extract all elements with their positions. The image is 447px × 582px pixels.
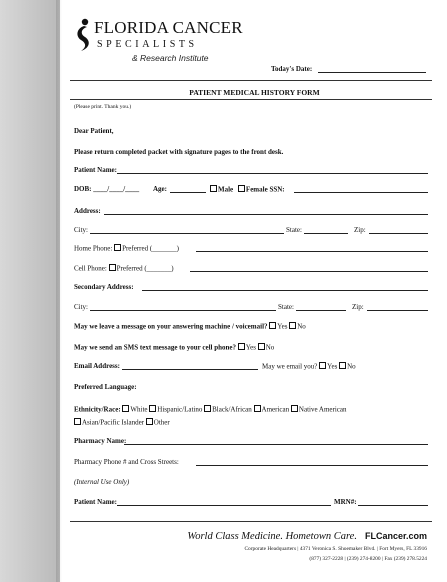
footer-divider (70, 521, 432, 522)
sms-no-label: No (265, 343, 275, 352)
sms-row (74, 343, 274, 352)
footer-url-link[interactable]: FLCancer.com (364, 531, 427, 541)
cell-phone-label: Cell Phone: (74, 264, 107, 273)
email-yes-label: Yes (327, 362, 338, 371)
ssn-field[interactable] (294, 192, 428, 193)
zip2-field[interactable] (367, 310, 428, 311)
patient-name2-field[interactable] (117, 505, 331, 506)
age-label: Age: (153, 185, 167, 193)
voicemail-yes-label: Yes (277, 322, 288, 331)
cell-phone-field[interactable] (190, 271, 428, 272)
city2-field[interactable] (90, 310, 276, 311)
footer-tagline: World Class Medicine. Hometown Care. (187, 531, 357, 542)
secondary-address-label: Secondary Address: (74, 283, 134, 291)
home-phone-row (74, 244, 179, 253)
language-label: Preferred Language: (74, 383, 137, 391)
ssn-label: SSN: (269, 185, 285, 194)
email-no-checkbox[interactable] (339, 362, 346, 369)
logo-subtitle: SPECIALISTS (97, 39, 198, 50)
form-title: PATIENT MEDICAL HISTORY FORM (189, 88, 320, 97)
voicemail-no-label: No (297, 322, 306, 331)
eth-white-checkbox[interactable] (122, 405, 129, 412)
dob-label: DOB: ____/____/____ (74, 185, 140, 193)
footer-address: Corporate Headquarters | 4371 Veronica S. Shoemaker Blvd. | Fort Myers, FL 33916 (244, 546, 427, 552)
cell-preferred-label: Preferred (_______) (116, 264, 174, 273)
greeting: Dear Patient, (74, 127, 114, 135)
ethnicity-label: Ethnicity/Race: (74, 405, 121, 414)
pharmacy-name-label: Pharmacy Name: (74, 437, 127, 445)
address-label: Address: (74, 207, 101, 215)
eth-other-checkbox[interactable] (146, 418, 153, 425)
eth-black-checkbox[interactable] (204, 405, 211, 412)
footer-tagline-row (187, 531, 427, 542)
ribbon-figure-icon (72, 18, 94, 52)
email-consent-row (262, 362, 356, 371)
logo-tagline: & Research Institute (132, 53, 209, 63)
eth-native-checkbox[interactable] (291, 405, 298, 412)
eth-other-label: Other (153, 418, 170, 427)
state-field[interactable] (304, 233, 348, 234)
female-label: Female (245, 185, 268, 194)
eth-hispanic-label: Hispanic/Latino (157, 405, 203, 414)
home-phone-field[interactable] (196, 251, 428, 252)
home-phone-label: Home Phone: (74, 244, 113, 253)
email-yes-checkbox[interactable] (319, 362, 326, 369)
gender-options (210, 185, 285, 194)
email-question: May we email you? (262, 362, 318, 371)
voicemail-no-checkbox[interactable] (289, 322, 296, 329)
email-field[interactable] (122, 369, 258, 370)
pharmacy-name-field[interactable] (124, 444, 428, 445)
age-field[interactable] (170, 192, 206, 193)
eth-american-checkbox[interactable] (254, 405, 261, 412)
email-no-label: No (347, 362, 356, 371)
todays-date-label: Today's Date: (271, 65, 313, 73)
header-divider (70, 80, 432, 81)
female-checkbox[interactable] (238, 185, 245, 192)
city2-label: City: (74, 303, 89, 311)
home-preferred-checkbox[interactable] (114, 244, 121, 251)
mrn-field[interactable] (358, 505, 428, 506)
state2-field[interactable] (296, 310, 346, 311)
secondary-address-field[interactable] (142, 290, 428, 291)
city-field[interactable] (90, 233, 284, 234)
footer-phones: (877) 327-2228 | (239) 274-8200 | Fax (239) 278.5224 (309, 556, 427, 562)
sms-yes-label: Yes (245, 343, 256, 352)
sms-question: May we send an SMS text message to your cell phone? (74, 343, 237, 352)
pharmacy-phone-label: Pharmacy Phone # and Cross Streets: (74, 458, 179, 466)
title-divider (70, 99, 432, 100)
cell-phone-row (74, 264, 174, 273)
male-label: Male (218, 185, 234, 194)
city-label: City: (74, 226, 89, 234)
state2-label: State: (278, 303, 294, 311)
zip-label: Zip: (354, 226, 366, 234)
patient-name-field[interactable] (117, 173, 428, 174)
eth-native-label: Native American (298, 405, 347, 414)
print-note: (Please print. Thank you.) (74, 104, 132, 110)
voicemail-question: May we leave a message on your answering machine / voicemail? (74, 322, 268, 331)
form-page (62, 0, 447, 582)
state-label: State: (286, 226, 302, 234)
todays-date-field[interactable] (318, 72, 426, 73)
patient-name-label: Patient Name: (74, 166, 117, 174)
cell-preferred-checkbox[interactable] (109, 264, 116, 271)
voicemail-row (74, 322, 306, 331)
voicemail-yes-checkbox[interactable] (269, 322, 276, 329)
eth-asian-label: Asian/Pacific Islander (82, 418, 145, 427)
home-preferred-label: Preferred (_______) (122, 244, 180, 253)
eth-hispanic-checkbox[interactable] (149, 405, 156, 412)
male-checkbox[interactable] (210, 185, 217, 192)
instruction: Please return completed packet with signature pages to the front desk. (74, 148, 284, 156)
eth-american-label: American (261, 405, 290, 414)
internal-use-label: (Internal Use Only) (74, 478, 130, 486)
zip-field[interactable] (369, 233, 428, 234)
eth-black-label: Black/African (212, 405, 252, 414)
mrn-label: MRN#: (334, 498, 357, 506)
ethnicity-row (74, 405, 347, 414)
pharmacy-phone-field[interactable] (196, 465, 428, 466)
sms-yes-checkbox[interactable] (238, 343, 245, 350)
ethnicity-row2 (74, 418, 170, 427)
zip2-label: Zip: (352, 303, 364, 311)
email-label: Email Address: (74, 362, 120, 370)
sms-no-checkbox[interactable] (258, 343, 265, 350)
sidebar-band (0, 0, 60, 582)
logo-title: FLORIDA CANCER (94, 18, 243, 37)
brand-logo (72, 18, 243, 70)
patient-name2-label: Patient Name: (74, 498, 117, 506)
address-field[interactable] (104, 214, 428, 215)
eth-asian-checkbox[interactable] (74, 418, 81, 425)
eth-white-label: White (130, 405, 148, 414)
